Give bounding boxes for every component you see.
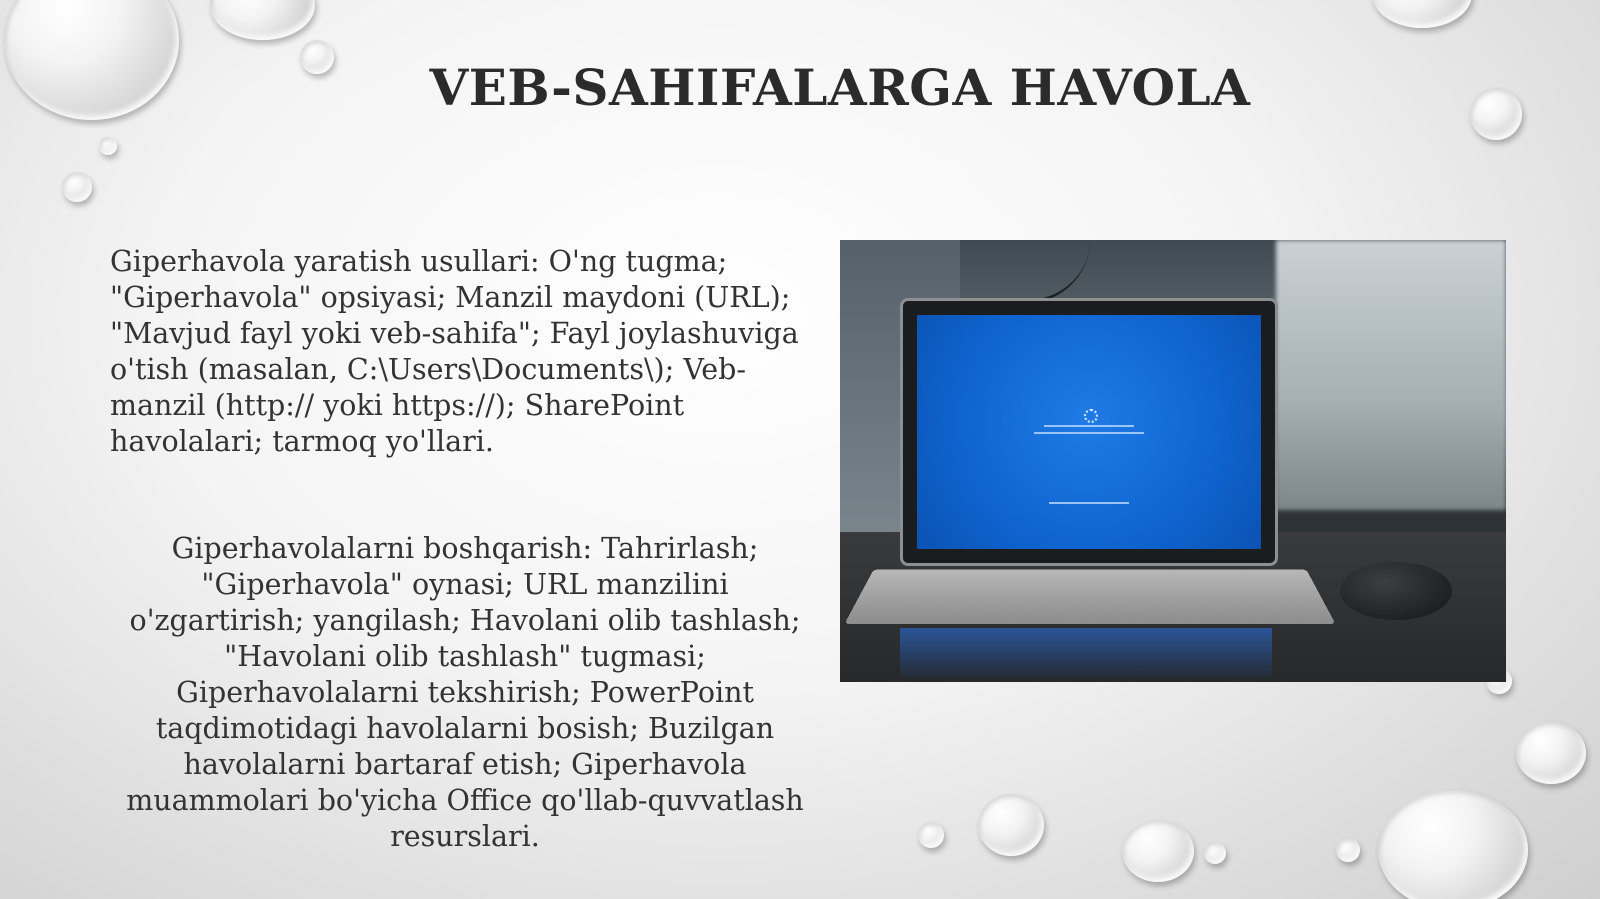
screen-reflection [900, 628, 1272, 678]
laptop-photo [840, 240, 1506, 682]
water-drop-decoration [978, 794, 1044, 856]
photo-background-window [1276, 240, 1506, 510]
screen-text-line [1044, 425, 1134, 427]
water-drop-decoration [1516, 722, 1586, 784]
water-drop-decoration [1378, 790, 1528, 899]
photo-cable [930, 240, 1090, 303]
laptop-screen [917, 315, 1261, 549]
water-drop-decoration [1122, 820, 1194, 882]
water-drop-decoration [99, 137, 117, 155]
loading-spinner-icon [1084, 409, 1098, 423]
body-paragraph-managing-links: Giperhavolalarni boshqarish: Tahrirlash; "Giperhavola" oynasi; URL manzilini o'zgartirish; yangilash; Havolani olib tashlash; "Havolani olib tashlash" tugmasi; Giperhavolalarni tekshirish; PowerPoint taqdimotidagi havolalarni bosish; Buzilgan havolalarni bartaraf etish; Giperhavola muammolari bo'yicha Office qo'llab-quvvatlash resurslari. [126, 532, 804, 853]
water-drop-decoration [210, 0, 315, 40]
mouse-device [1340, 562, 1452, 620]
body-paragraph-creating-links: Giperhavola yaratish usullari: O'ng tugma; "Giperhavola" opsiyasi; Manzil maydoni (URL); "Mavjud fayl yoki veb-sahifa"; Fayl joylashuviga o'tish (masalan, C:\Users\Documents\); Veb-manzil (http:// yoki https://); SharePoint havolalari; tarmoq yo'llari. [110, 245, 799, 458]
water-drop-decoration [62, 172, 92, 202]
laptop-keyboard [845, 570, 1336, 624]
screen-text-line [1049, 502, 1129, 504]
slide-title: VEB-SAHIFALARGA HAVOLA [429, 58, 1251, 117]
laptop-lid [900, 298, 1278, 566]
water-drop-decoration [1372, 0, 1472, 28]
water-drop-decoration [1204, 842, 1226, 864]
water-drop-decoration [918, 822, 944, 848]
screen-text-line [1034, 432, 1144, 434]
water-drop-decoration [1336, 838, 1360, 862]
